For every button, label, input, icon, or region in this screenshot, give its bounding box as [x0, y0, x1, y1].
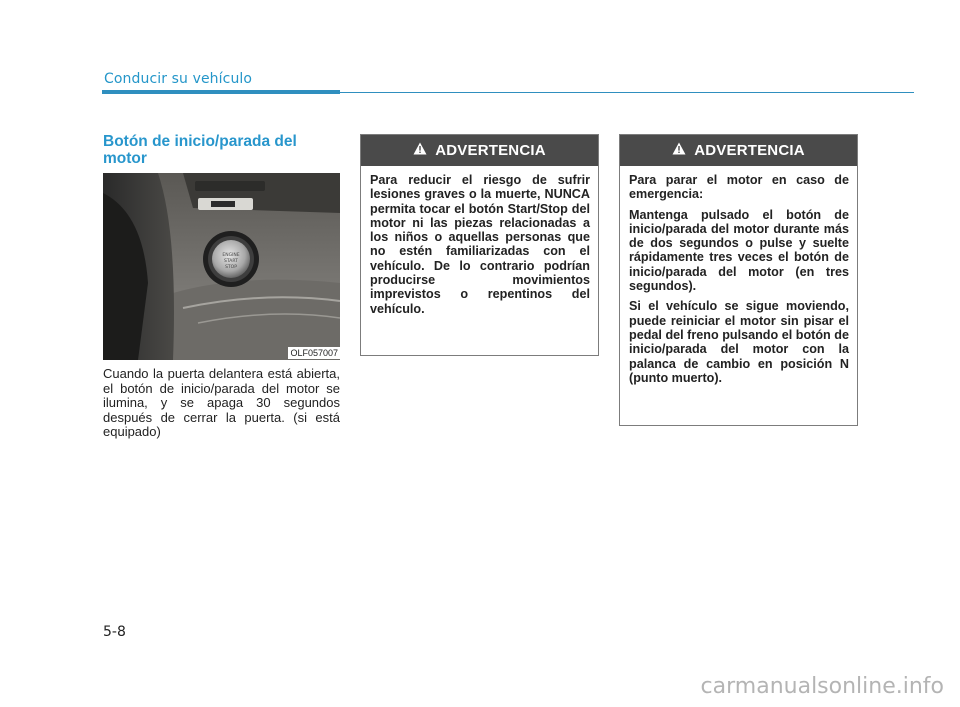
warning-header-1 — [361, 135, 598, 166]
warning-2-paragraph-1: Para parar el motor en caso de emergencia: — [629, 173, 849, 202]
warning-title-2: ADVERTENCIA — [694, 142, 805, 159]
chapter-title: Conducir su vehículo — [104, 71, 253, 87]
warning-triangle-icon — [413, 142, 427, 159]
header-rule — [340, 92, 914, 93]
button-label-engine: ENGINE — [222, 253, 240, 258]
body-paragraph: Cuando la puerta delantera está abierta, el botón de inicio/parada del motor se ilumina, y se apaga 30 segundos después de cerrar la puerta. (si está equipado) — [103, 366, 340, 439]
button-label-start: START — [224, 259, 238, 264]
warning-box-1 — [360, 134, 599, 356]
warning-2-paragraph-2: Mantenga pulsado el botón de inicio/parada del motor durante más de dos segundos o pulse y suelte rápidamente tres veces el botón de inicio/parada del motor (en tres segundos). — [629, 207, 849, 294]
warning-box-2 — [619, 134, 858, 426]
page-number: 5-8 — [103, 624, 126, 640]
warning-1-paragraph-1: Para reducir el riesgo de sufrir lesiones graves o la muerte, NUNCA permita tocar el botón Start/Stop del motor ni las piezas relacionadas a los niños o aquellas personas que no estén familiarizadas con el vehículo. De lo contrario podrían producirse movimientos imprevistos o repentinos del vehículo. — [370, 173, 590, 316]
header-rule-accent — [102, 90, 340, 94]
section-heading: Botón de inicio/parada del motor — [103, 133, 297, 167]
engine-start-button-photo — [103, 173, 340, 360]
warning-triangle-icon — [672, 142, 686, 159]
figure-code: OLF057007 — [290, 348, 338, 358]
warning-2-paragraph-3: Si el vehículo se sigue moviendo, puede reiniciar el motor sin pisar el pedal del freno pulsando el botón de inicio/parada del motor con la palanca de cambio en posición N (punto muerto). — [629, 299, 849, 385]
warning-header-2 — [620, 135, 857, 166]
button-label-stop: STOP — [225, 265, 237, 270]
warning-title-1: ADVERTENCIA — [435, 142, 546, 159]
watermark: carmanualsonline.info — [700, 674, 944, 699]
